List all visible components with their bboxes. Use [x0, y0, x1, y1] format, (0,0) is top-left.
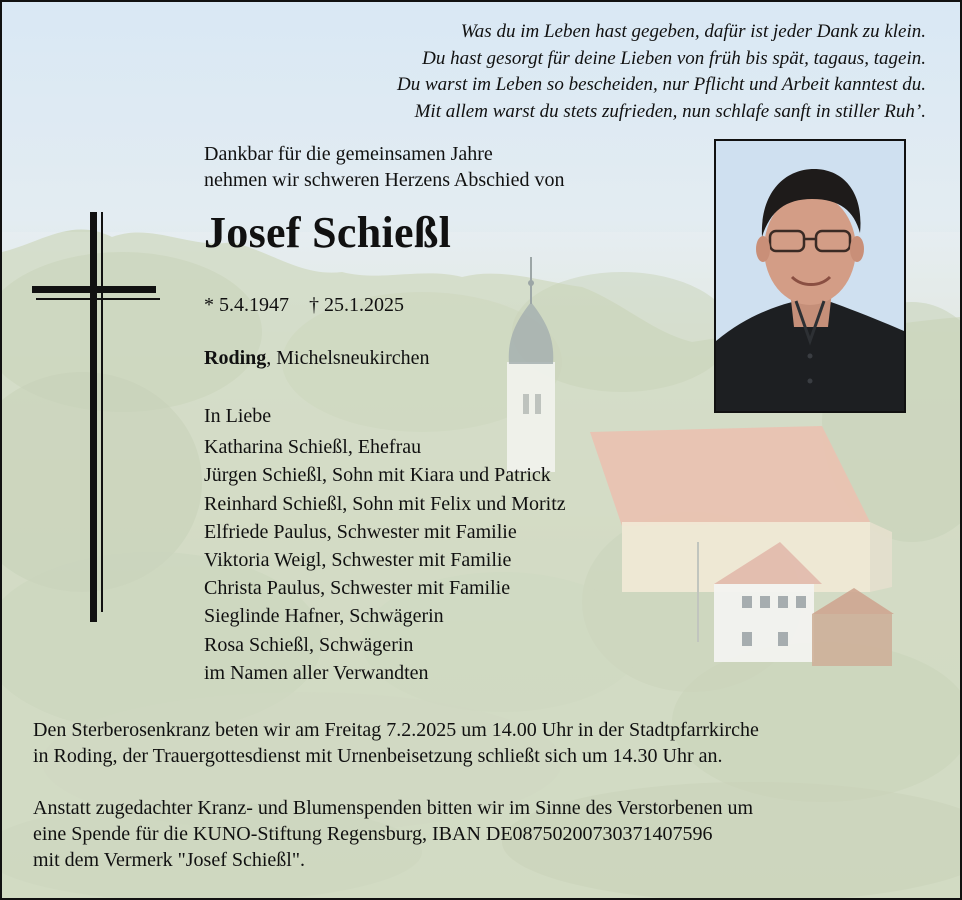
mourners-lead: In Liebe: [204, 405, 272, 427]
mourner-item: Jürgen Schießl, Sohn mit Kiara und Patrick: [204, 464, 551, 487]
residence: [204, 347, 430, 370]
cross-icon: [32, 212, 164, 624]
mourner-item: im Namen aller Verwandten: [204, 661, 429, 684]
poem-line: Du warst im Leben so bescheiden, nur Pflicht und Arbeit kanntest du.: [397, 74, 926, 95]
mourner-item: Rosa Schießl, Schwägerin: [204, 633, 414, 656]
birth-date: * 5.4.1947: [204, 294, 289, 316]
residence-district: , Michelsneukirchen: [266, 347, 430, 369]
portrait-illustration: [716, 141, 904, 411]
deceased-name: Josef Schießl: [204, 208, 452, 257]
mourner-item: Katharina Schießl, Ehefrau: [204, 436, 422, 459]
service-line-2: in Roding, der Trauergottesdienst mit Urnenbeisetzung schließt sich um 14.30 Uhr an.: [33, 745, 723, 767]
poem-line: Du hast gesorgt für deine Lieben von früh bis spät, tagaus, tagein.: [422, 47, 926, 69]
portrait-photo: [714, 139, 906, 413]
residence-town: Roding: [204, 347, 267, 369]
mourner-item: Reinhard Schießl, Sohn mit Felix und Moritz: [204, 492, 566, 515]
mourner-item: Christa Paulus, Schwester mit Familie: [204, 577, 511, 600]
donation-line-2: eine Spende für die KUNO-Stiftung Regensburg, IBAN DE08750200730371407596: [33, 823, 713, 845]
intro-line-1: Dankbar für die gemeinsamen Jahre: [204, 143, 493, 165]
intro-text: [204, 141, 564, 193]
death-date: † 25.1.2025: [309, 294, 404, 316]
mourner-item: Elfriede Paulus, Schwester mit Familie: [204, 520, 517, 543]
donation-line-1: Anstatt zugedachter Kranz- und Blumenspenden bitten wir im Sinne des Verstorbenen um: [33, 797, 754, 819]
service-info: [33, 717, 759, 769]
poem: [397, 19, 926, 125]
donation-line-3: mit dem Vermerk "Josef Schießl".: [33, 849, 306, 871]
mourner-item: Sieglinde Hafner, Schwägerin: [204, 605, 444, 628]
mourner-item: Viktoria Weigl, Schwester mit Familie: [204, 549, 512, 572]
mourners-list: [204, 402, 566, 687]
donation-info: [33, 795, 753, 873]
poem-line: Was du im Leben hast gegeben, dafür ist jeder Dank zu klein.: [460, 21, 926, 42]
intro-line-2: nehmen wir schweren Herzens Abschied von: [204, 169, 565, 191]
poem-line: Mit allem warst du stets zufrieden, nun schlafe sanft in stiller Ruh’.: [414, 100, 926, 122]
service-line-1: Den Sterberosenkranz beten wir am Freitag 7.2.2025 um 14.00 Uhr in der Stadtpfarrkirche: [33, 719, 759, 741]
life-dates: [204, 294, 404, 317]
